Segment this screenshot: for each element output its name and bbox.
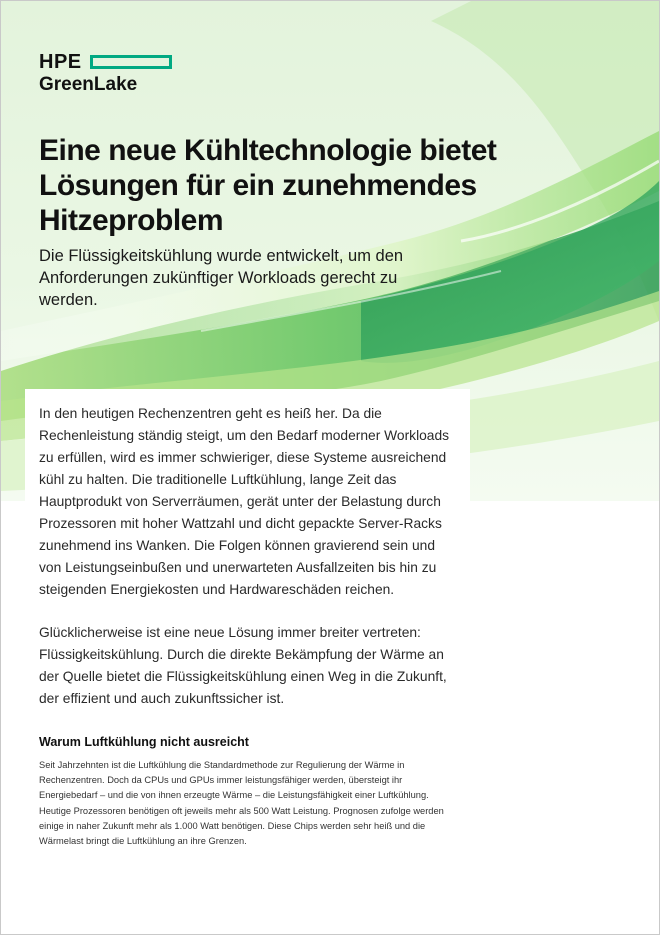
hpe-greenlake-logo (39, 51, 172, 97)
logo-green-rectangle (90, 55, 172, 69)
solution-paragraph: Glücklicherweise ist eine neue Lösung immer breiter vertreten: Flüssigkeitskühlung. Durch die direkte Bekämpfung der Wärme an der Quelle bietet die Flüssigkeitskühlung einen Weg in die Zukunft, der effizient und auch zukunftssicher ist. (39, 625, 447, 706)
section-heading: Warum Luftkühlung nicht ausreicht (39, 735, 249, 749)
content-panel (25, 389, 470, 849)
logo-hpe-text: HPE (39, 51, 82, 73)
page-title: Eine neue Kühltechnologie bietet Lösungen für ein zunehmendes Hitzeproblem (39, 134, 497, 237)
section-body: Seit Jahrzehnten ist die Luftkühlung die Standardmethode zur Regulierung der Wärme in Rechenzentren. Doch da CPUs und GPUs immer leistungsfähiger werden, übersteigt ihr Energiebedarf – und die von ihnen erzeugte Wärme – die Leistungsfähigkeit einer Luftkühlung. Heutige Prozessoren benötigen oft jeweils mehr als 500 Watt Leistung. Prognosen zufolge werden einige in naher Zukunft mehr als 1.000 Watt benötigen. Diese Chips werden sehr heiß und die Wärmelast bringt die Luftkühlung an ihre Grenzen. (39, 760, 444, 847)
page-subtitle: Die Flüssigkeitskühlung wurde entwickelt, um den Anforderungen zukünftiger Workloads gerecht zu werden. (39, 247, 404, 309)
logo-greenlake-text: GreenLake (39, 74, 138, 95)
intro-paragraph: In den heutigen Rechenzentren geht es heiß her. Da die Rechenleistung ständig steigt, um den Bedarf moderner Workloads zu erfüllen, wird es immer schwieriger, diese Systeme ausreichend kühl zu halten. Die traditionelle Luftkühlung, lange Zeit das Hauptprodukt von Serverräumen, gerät unter der Belastung durch Prozessoren mit hoher Wattzahl und dicht gepackte Server-Racks zunehmend ins Wanken. Die Folgen können gravierend sein und von Leistungseinbußen und unerwarteten Ausfallzeiten bis hin zu steigenden Energiekosten und Hardwareschäden reichen. (39, 406, 450, 597)
